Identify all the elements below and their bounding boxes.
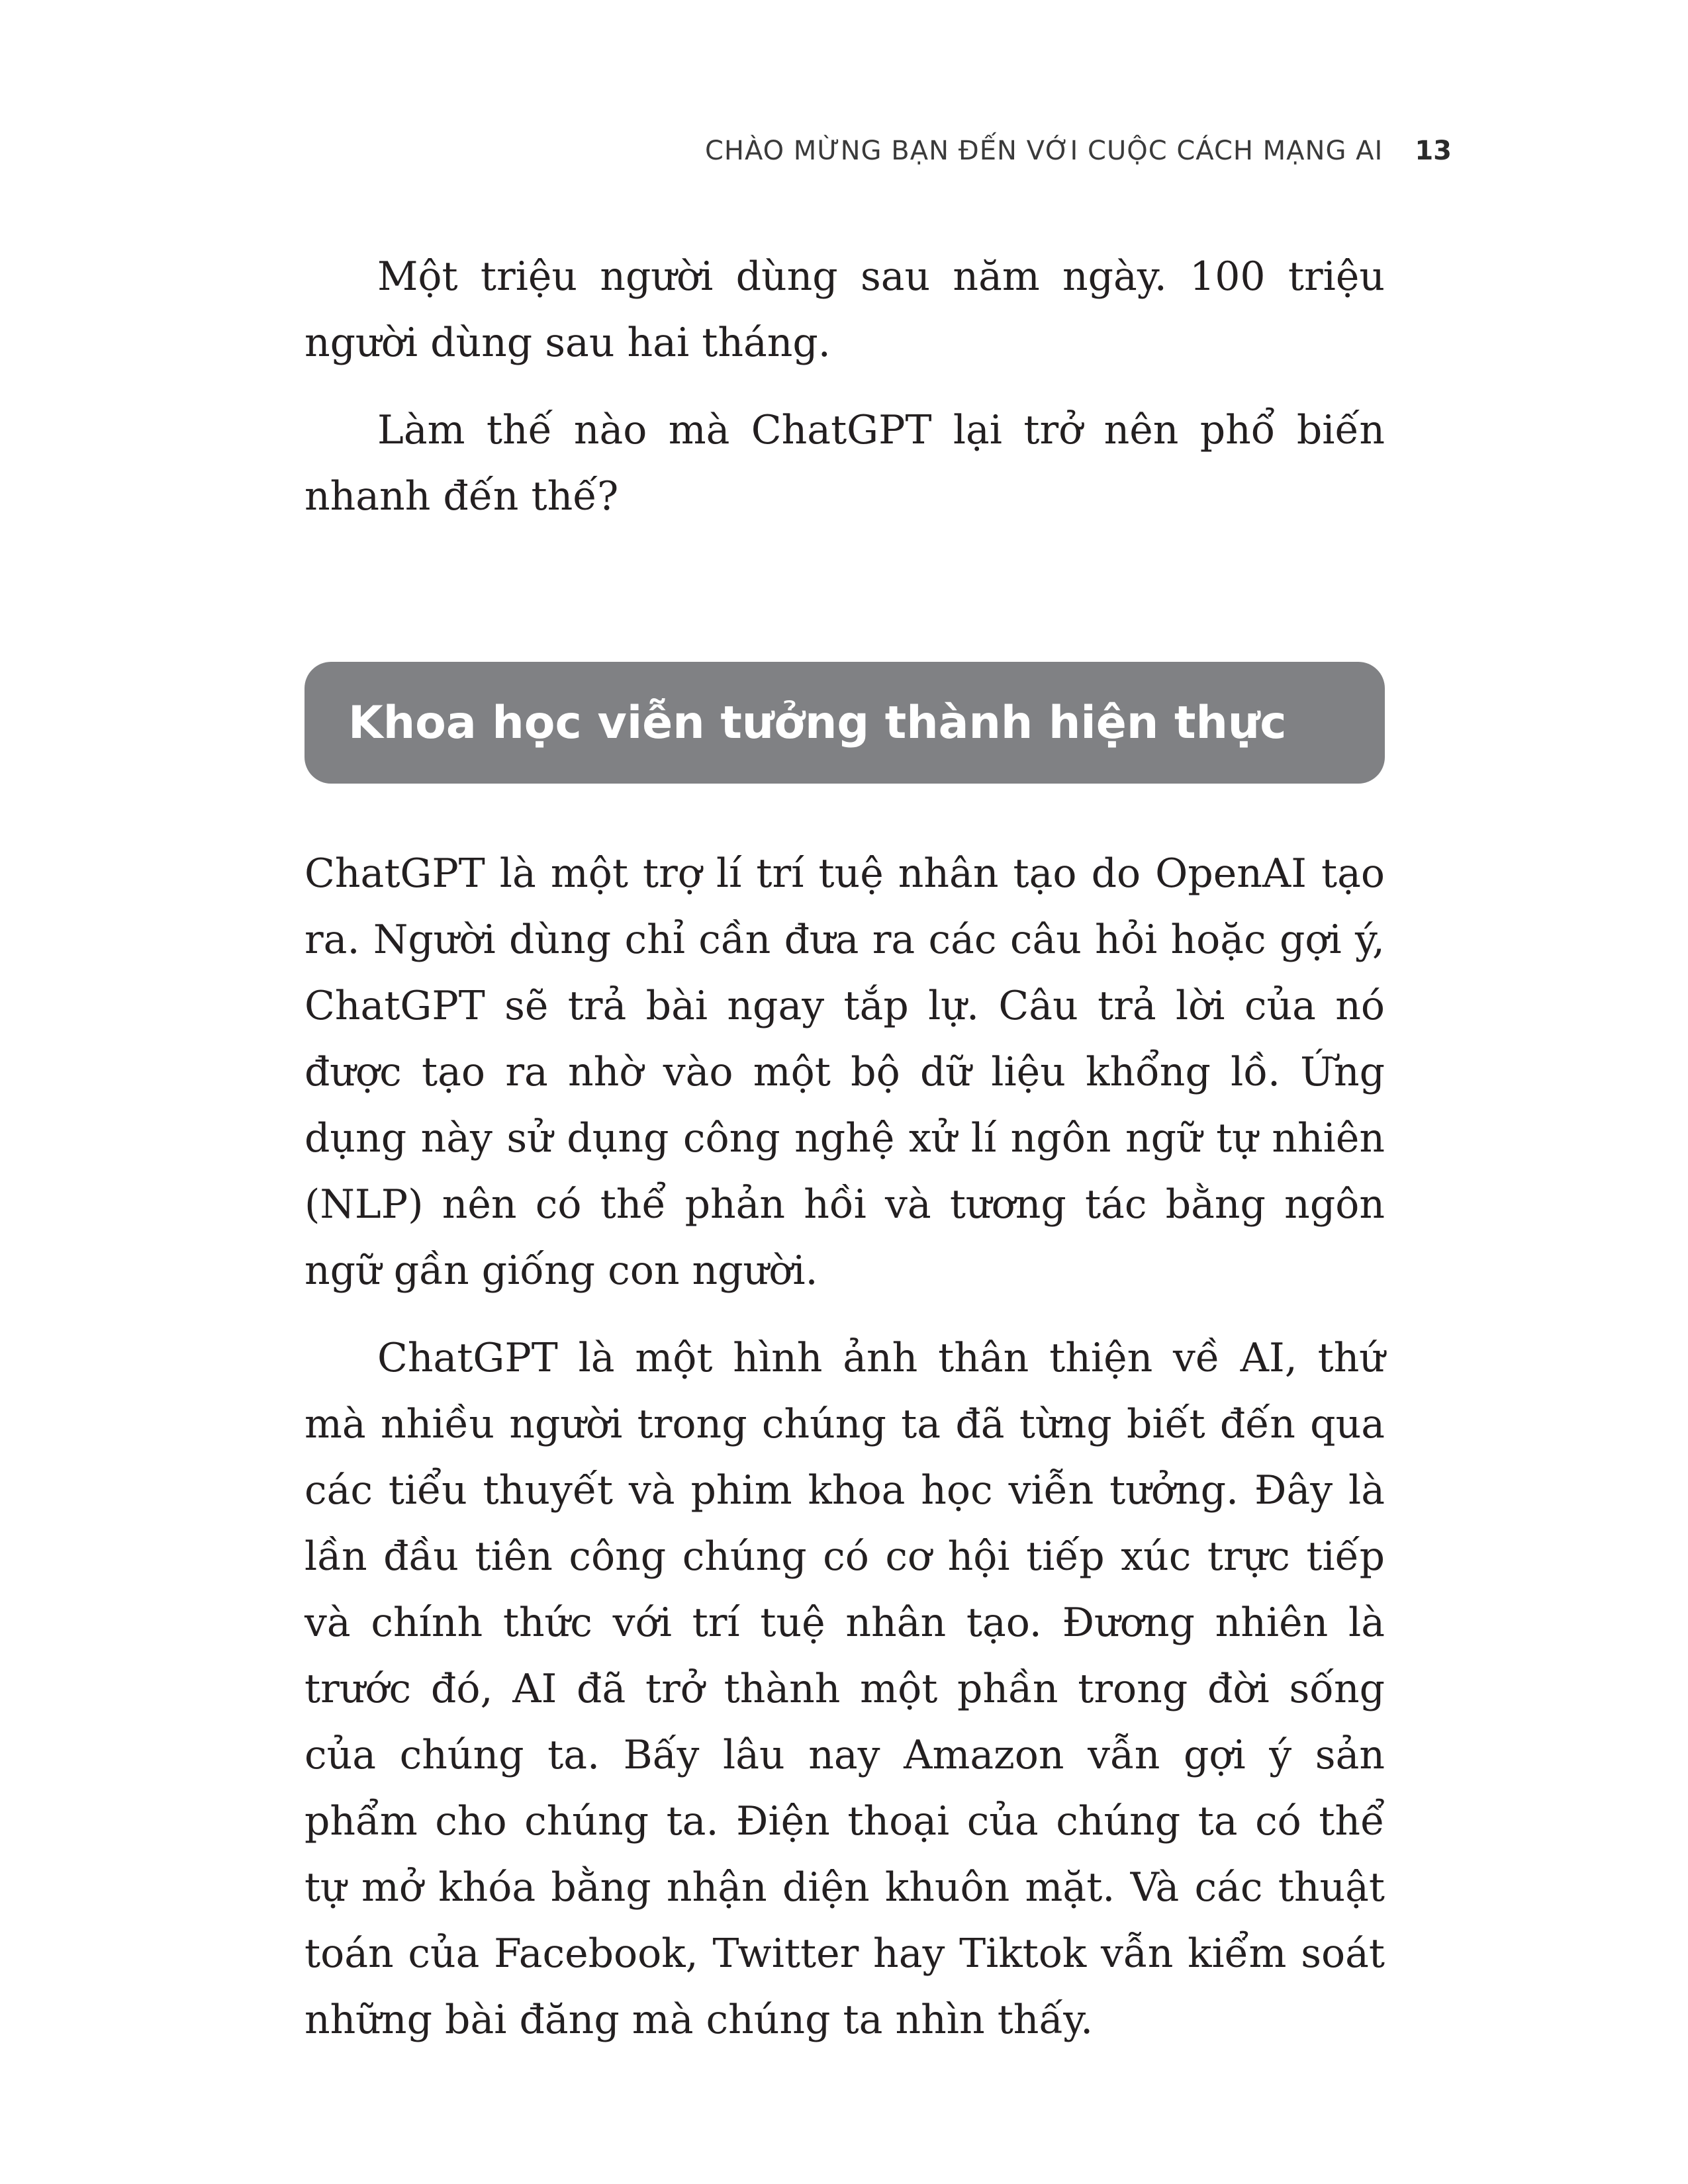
section-heading-text: Khoa học viễn tưởng thành hiện thực [348, 696, 1287, 749]
intro-paragraph-1: Một triệu người dùng sau năm ngày. 100 triệu người dùng sau hai tháng. [305, 253, 1385, 366]
body-paragraph-1: ChatGPT là một trợ lí trí tuệ nhân tạo do OpenAI tạo ra. Người dùng chỉ cần đưa ra các câu hỏi hoặc gợi ý, ChatGPT sẽ trả bài ngay tắp lự. Câu trả lời của nó được tạo ra nhờ vào một bộ dữ liệu khổng lồ. Ứng dụng này sử dụng công nghệ xử lí ngôn ngữ tự nhiên (NLP) nên có thể phản hồi và tương tác bằng ngôn ngữ gần giống con người. [305, 850, 1385, 1294]
page-number: 13 [1415, 136, 1452, 166]
running-title: CHÀO MỪNG BẠN ĐẾN VỚI CUỘC CÁCH MẠNG AI [704, 136, 1383, 166]
section-heading [305, 662, 1385, 784]
body-paragraph-2: ChatGPT là một hình ảnh thân thiện về AI, thứ mà nhiều người trong chúng ta đã từng biết đến qua các tiểu thuyết và phim khoa học viễn tưởng. Đây là lần đầu tiên công chúng có cơ hội tiếp xúc trực tiếp và chính thức với trí tuệ nhân tạo. Đương nhiên là trước đó, AI đã trở thành một phần trong đời sống của chúng ta. Bấy lâu nay Amazon vẫn gợi ý sản phẩm cho chúng ta. Điện thoại của chúng ta có thể tự mở khóa bằng nhận diện khuôn mặt. Và các thuật toán của Facebook, Twitter hay Tiktok vẫn kiểm soát những bài đăng mà chúng ta nhìn thấy. [305, 1335, 1385, 2043]
intro-paragraph-2: Làm thế nào mà ChatGPT lại trở nên phổ biến nhanh đến thế? [305, 407, 1385, 520]
section-body [305, 841, 1385, 2053]
running-header [705, 136, 1452, 166]
intro-text [305, 244, 1385, 529]
